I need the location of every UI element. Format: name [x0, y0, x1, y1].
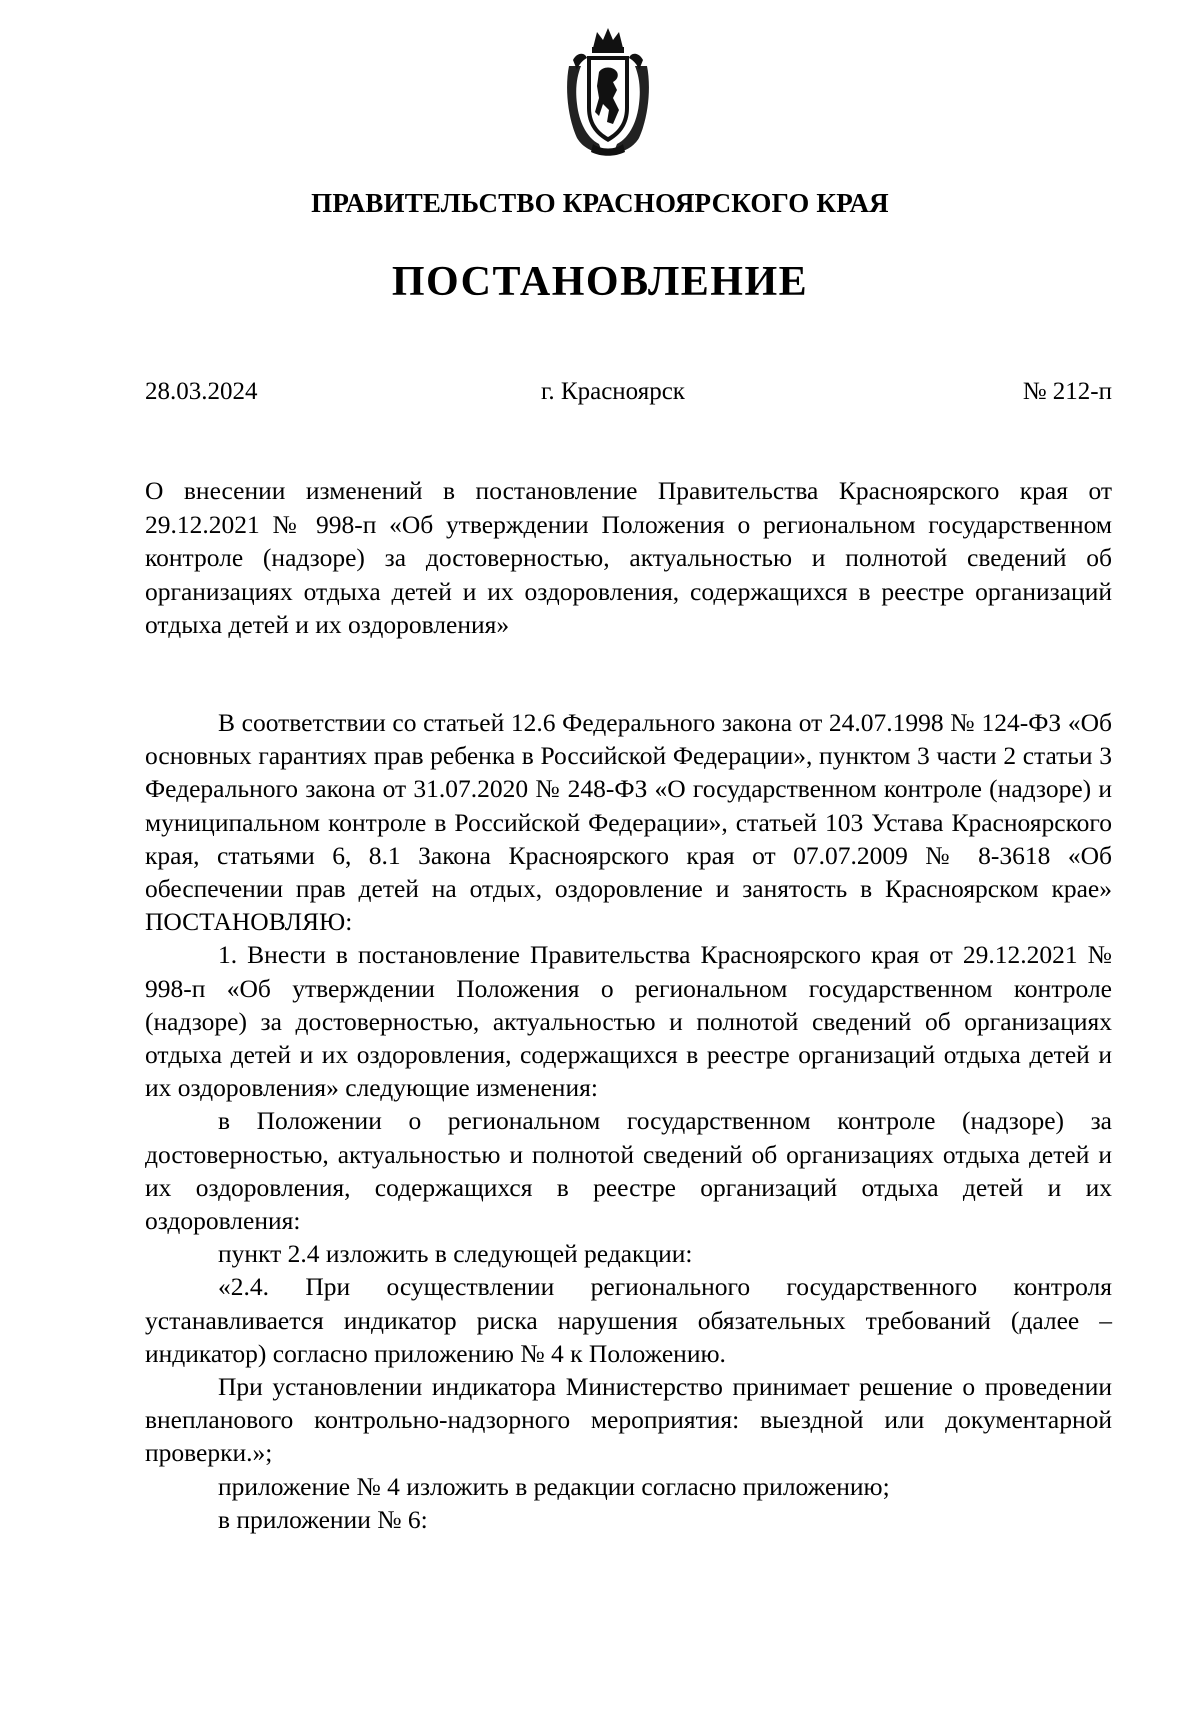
document-city: г. Красноярск	[541, 378, 685, 405]
document-number: № 212-п	[1022, 378, 1112, 405]
body-paragraph: 1. Внести в постановление Правительства Красноярского края от 29.12.2021 № 998-п «Об утверждении Положения о региональном государственном контроле (надзоре) за достоверностью, актуальностью и полнотой сведений об организациях отдыха детей и их оздоровления, содержащихся в реестре организаций отдыха детей и их оздоровления» следующие изменения:	[145, 940, 1112, 1103]
body-paragraph: в Положении о региональном государственном контроле (надзоре) за достоверностью, актуальностью и полнотой сведений об организациях отдыха детей и их оздоровления, содержащихся в реестре организаций отдыха детей и их оздоровления:	[145, 1106, 1112, 1236]
document-date: 28.03.2024	[145, 378, 258, 405]
organization-title: ПРАВИТЕЛЬСТВО КРАСНОЯРСКОГО КРАЯ	[311, 188, 889, 218]
document-type-heading: ПОСТАНОВЛЕНИЕ	[391, 259, 809, 305]
body-paragraph: При установлении индикатора Министерство принимает решение о проведении внепланового контрольно-надзорного мероприятия: выездной или документарной проверки.»;	[145, 1372, 1112, 1468]
document-subject: О внесении изменений в постановление Правительства Красноярского края от 29.12.2021 № 998-п «Об утверждении Положения о региональном государственном контроле (надзоре) за достоверностью, актуальностью и полнотой сведений об организациях отдыха детей и их оздоровления, содержащихся в реестре организаций отдыха детей и их оздоровления»	[145, 476, 1112, 639]
krasnoyarsk-coat-of-arms-icon	[563, 26, 653, 158]
body-paragraph: пункт 2.4 изложить в следующей редакции:	[218, 1239, 693, 1269]
document-meta-row	[145, 378, 1112, 406]
preamble-paragraph: В соответствии со статьей 12.6 Федерального закона от 24.07.1998 № 124-ФЗ «Об основных гарантиях прав ребенка в Российской Федерации», пунктом 3 части 2 статьи 3 Федерального закона от 31.07.2020 № 248-ФЗ «О государственном контроле (надзоре) и муниципальном контроле в Российской Федерации», статьей 103 Устава Красноярского края, статьями 6, 8.1 Закона Красноярского края от 07.07.2009 № 8-3618 «Об обеспечении прав детей на отдых, оздоровление и занятость в Красноярском крае» ПОСТАНОВЛЯЮ:	[145, 708, 1112, 937]
body-paragraph: «2.4. При осуществлении регионального государственного контроля устанавливается индикатор риска нарушения обязательных требований (далее – индикатор) согласно приложению № 4 к Положению.	[145, 1272, 1112, 1368]
document-body	[145, 706, 1112, 1536]
body-paragraph: приложение № 4 изложить в редакции согласно приложению;	[218, 1471, 890, 1501]
body-paragraph: в приложении № 6:	[218, 1504, 428, 1534]
